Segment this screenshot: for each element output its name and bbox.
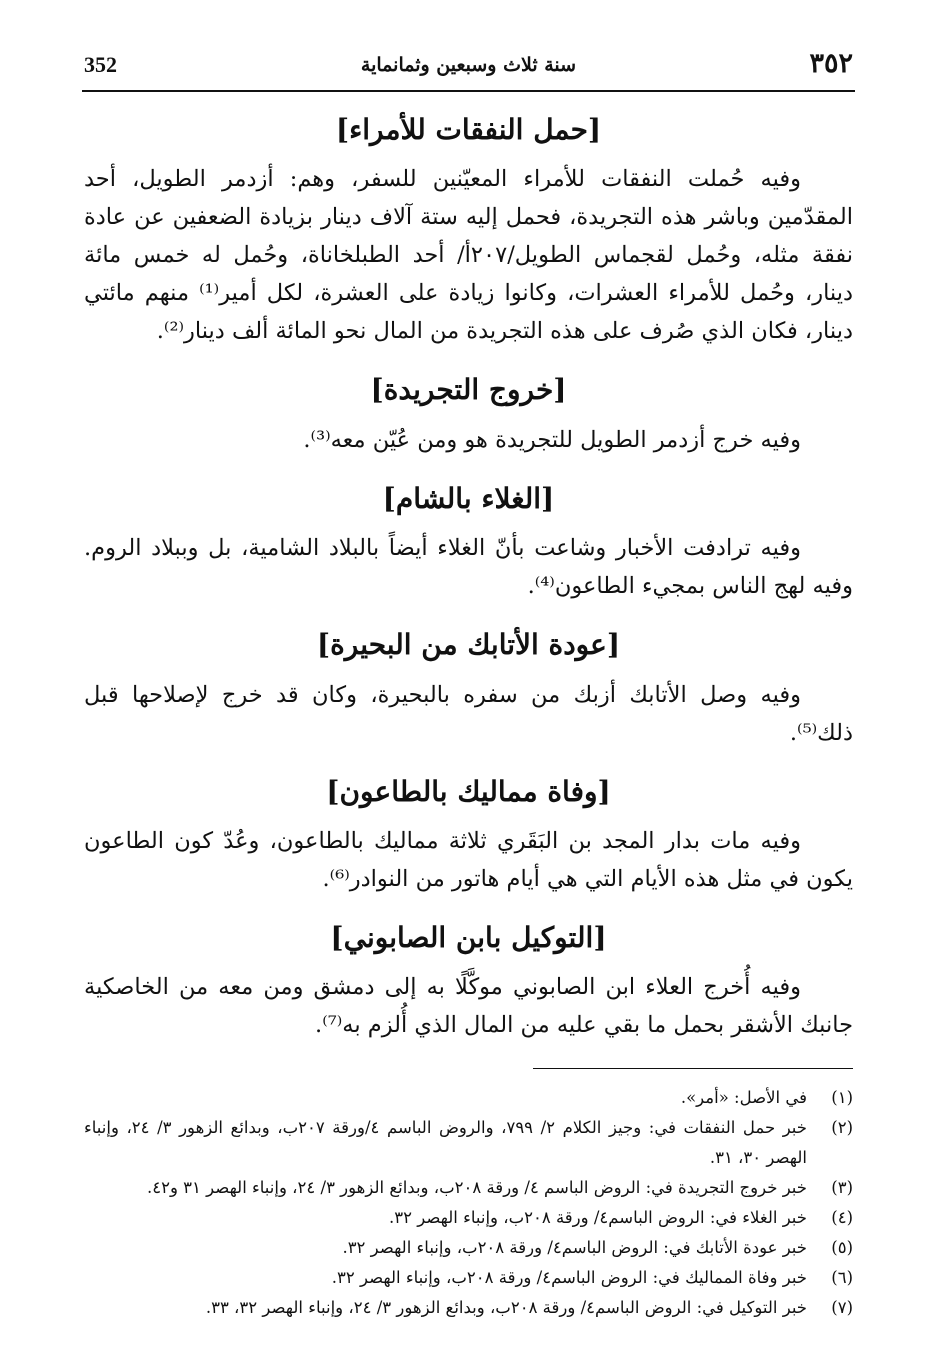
footnote bbox=[84, 1293, 853, 1323]
footnote-number: (٥) bbox=[831, 1238, 853, 1258]
section-heading: [وفاة مماليك بالطاعون] bbox=[326, 774, 611, 808]
footnote bbox=[84, 1173, 853, 1203]
page-number-latin: 352 bbox=[84, 52, 117, 77]
running-title: سنة ثلاث وسبعين وثمانماية bbox=[360, 54, 577, 76]
footnote-text: في الأصل: «أمر». bbox=[680, 1088, 807, 1108]
footnote bbox=[84, 1233, 853, 1263]
footnote-text: خبر عودة الأتابك في: الروض الباسم٤/ ورقة ٢٠٨ب، وإنباء الهصر ٣٢. bbox=[342, 1238, 807, 1258]
section-paragraph: وفيه مات بدار المجد بن البَقَري ثلاثة مماليك بالطاعون، وعُدّ كون الطاعون يكون في مثل هذه الأيام التي هي أيام هاتور من النوادر⁽⁶⁾. bbox=[84, 827, 853, 892]
footnote-text: خبر التوكيل في: الروض الباسم٤/ ورقة ٢٠٨ب، وبدائع الزهور ٣/ ٢٤، وإنباء الهصر ٣٢، ٣٣. bbox=[205, 1298, 807, 1318]
footnote-text: خبر وفاة المماليك في: الروض الباسم٤/ ورقة ٢٠٨ب، وإنباء الهصر ٣٢. bbox=[331, 1268, 807, 1288]
footnote bbox=[84, 1113, 853, 1173]
footnote bbox=[84, 1083, 853, 1113]
footnote-number: (٢) bbox=[831, 1118, 853, 1138]
section-heading: [حمل النفقات للأمراء] bbox=[335, 113, 602, 146]
footnote-number: (١) bbox=[831, 1088, 853, 1108]
footnote-text: خبر خروج التجريدة في: الروض الباسم ٤/ ورقة ٢٠٨ب، وبدائع الزهور ٣/ ٢٤، وإنباء الهصر ٣١ و٤٢. bbox=[146, 1178, 807, 1198]
header-rule bbox=[82, 90, 855, 92]
section-paragraph: وفيه خرج أزدمر الطويل للتجريدة هو ومن عُيّن معه⁽³⁾. bbox=[303, 426, 801, 453]
main-text bbox=[84, 112, 853, 1323]
section-paragraph: وفيه ترادفت الأخبار وشاعت بأنّ الغلاء أيضاً بالبلاد الشامية، بل وببلاد الروم. وفيه لهج الناس بمجيء الطاعون⁽⁴⁾. bbox=[84, 535, 853, 600]
section-paragraph: وفيه أُخرج العلاء ابن الصابوني موكَّلًا به إلى دمشق ومن معه من الخاصكية جانبك الأشقر بحمل ما بقي عليه من المال الذي أُلزم به⁽⁷⁾. bbox=[84, 974, 853, 1039]
section-heading: [عودة الأتابك من البحيرة] bbox=[316, 628, 621, 662]
footnote-divider bbox=[533, 1068, 853, 1069]
footnote-number: (٦) bbox=[831, 1268, 853, 1288]
section-heading: [خروج التجريدة] bbox=[370, 373, 567, 407]
footnotes bbox=[84, 1083, 853, 1323]
footnote-number: (٧) bbox=[831, 1298, 853, 1318]
footnote-text: خبر حمل النفقات في: وجيز الكلام ٢/ ٧٩٩، والروض الباسم ٤/ورقة ٢٠٧ب، وبدائع الزهور ٣/ ٢٤، وإنباء الهصر ٣٠، ٣١. bbox=[84, 1118, 807, 1168]
footnote-number: (٣) bbox=[831, 1178, 853, 1198]
footnote-text: خبر الغلاء في: الروض الباسم٤/ ورقة ٢٠٨ب، وإنباء الهصر ٣٢. bbox=[388, 1208, 807, 1228]
section-heading: [الغلاء بالشام] bbox=[382, 481, 555, 515]
footnote-number: (٤) bbox=[831, 1208, 853, 1228]
page-number-arabic: ٣٥٢ bbox=[809, 48, 853, 79]
section-heading: [التوكيل بابن الصابوني] bbox=[330, 920, 607, 954]
footnote bbox=[84, 1203, 853, 1233]
page-header bbox=[84, 0, 853, 96]
section-paragraph: وفيه وصل الأتابك أزبك من سفره بالبحيرة، وكان قد خرج لإصلاحها قبل ذلك⁽⁵⁾. bbox=[84, 681, 853, 746]
footnote bbox=[84, 1263, 853, 1293]
section-paragraph: وفيه حُملت النفقات للأمراء المعيّنين للسفر، وهم: أزدمر الطويل، أحد المقدّمين وباشر هذه التجريدة، فحمل إليه ستة آلاف دينار بزيادة الضعفين عن عادة نفقة مثله، وحُمل لقجماس الطويل/٢٠٧أ/ أحد الطبلخاناة، وحُمل له خمس مائة دينار، وحُمل للأمراء العشرات، وكانوا زيادة على العشرة، لكل أمير⁽¹⁾ منهم مائتي دينار، فكان الذي صُرف على هذه التجريدة من المال نحو المائة ألف دينار⁽²⁾. bbox=[84, 166, 854, 345]
